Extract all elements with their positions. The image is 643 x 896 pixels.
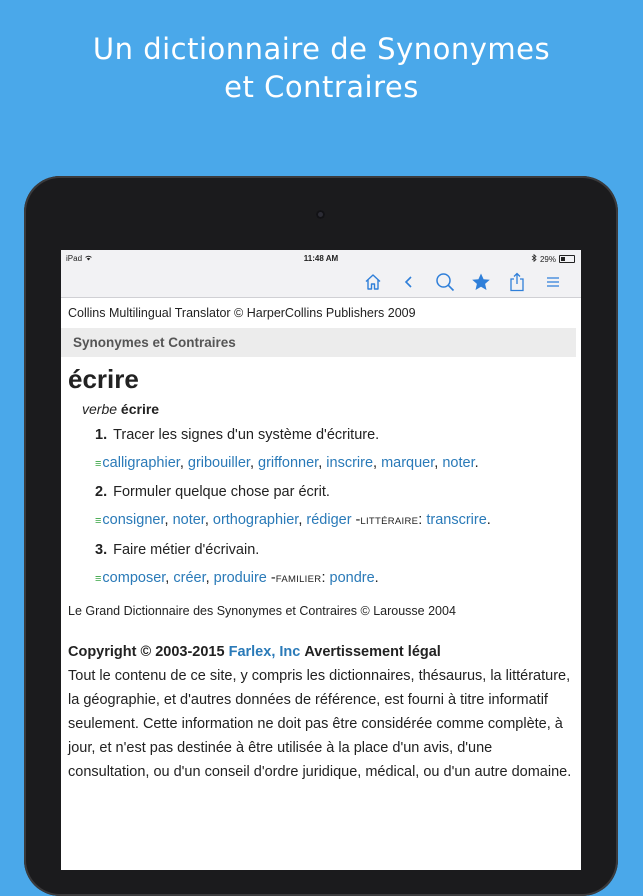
menu-button[interactable] bbox=[535, 267, 571, 297]
status-right bbox=[531, 254, 575, 264]
battery-percent: 29% bbox=[539, 254, 556, 264]
bluetooth-icon bbox=[531, 254, 537, 264]
copyright-prefix: Copyright © 2003-2015 bbox=[68, 644, 225, 660]
menu-icon bbox=[546, 276, 560, 288]
synonym-link[interactable]: inscrire bbox=[326, 455, 374, 471]
part-of-speech bbox=[82, 401, 573, 417]
home-button[interactable] bbox=[355, 267, 391, 297]
sense-definition: Faire métier d'écrivain. bbox=[113, 542, 260, 558]
legal-notice-body: Tout le contenu de ce site, y compris les dictionnaires, thésaurus, la littérature, la géographie, et d'autres données de référence, est fourni à titre informatif seulement. Cette information ne doit pas être considérée comme complète, à jour, et n'est pas destinée à être utilisée à la place d'un avis, d'une consultation, ou d'un conseil d'ordre juridique, médical, ou d'un autre domaine. bbox=[68, 668, 572, 780]
app-screen bbox=[61, 250, 581, 870]
status-time: 11:48 AM bbox=[303, 254, 339, 263]
sense-2 bbox=[95, 482, 573, 502]
synonym-link[interactable]: produire bbox=[213, 570, 267, 586]
entry-content bbox=[61, 306, 581, 784]
synonym-link[interactable]: noter bbox=[172, 512, 205, 528]
share-button[interactable] bbox=[499, 267, 535, 297]
credit-collins: Collins Multilingual Translator © HarperCollins Publishers 2009 bbox=[68, 306, 416, 320]
synonym-link[interactable]: noter bbox=[442, 455, 475, 471]
synonyms-1: ≡calligraphier, gribouiller, griffonner, inscrire, marquer, noter. bbox=[95, 455, 479, 471]
synonyms-3: ≡composer, créer, produire -FAMILIER: pondre. bbox=[95, 570, 379, 586]
register-label: FAMILIER bbox=[275, 574, 322, 585]
synonym-link[interactable]: transcrire bbox=[426, 512, 487, 528]
promo-headline-line2: et Contraires bbox=[224, 70, 419, 104]
search-icon bbox=[435, 272, 455, 292]
camera-dot bbox=[316, 210, 325, 219]
promo-headline-line1: Un dictionnaire de Synonymes bbox=[92, 32, 551, 66]
battery-icon bbox=[559, 255, 575, 263]
favorite-button[interactable] bbox=[463, 267, 499, 297]
promo-headline bbox=[0, 30, 643, 106]
device-label: iPad bbox=[66, 254, 83, 263]
sense-definition: Tracer les signes d'un système d'écriture. bbox=[113, 427, 380, 443]
sense-3 bbox=[95, 540, 573, 560]
sense-number: 1. bbox=[95, 427, 108, 443]
synonym-link[interactable]: pondre bbox=[329, 570, 375, 586]
synonym-link[interactable]: créer bbox=[173, 570, 206, 586]
legal-notice-title: Avertissement légal bbox=[304, 644, 441, 660]
synonym-link[interactable]: composer bbox=[102, 570, 166, 586]
share-icon bbox=[509, 272, 525, 292]
home-icon bbox=[364, 273, 382, 291]
synonym-link[interactable]: gribouiller bbox=[187, 455, 250, 471]
copyright-block bbox=[68, 640, 573, 784]
status-bar bbox=[61, 250, 581, 267]
synonym-link[interactable]: calligraphier bbox=[102, 455, 180, 471]
equals-icon: ≡ bbox=[95, 458, 102, 470]
search-button[interactable] bbox=[427, 267, 463, 297]
synonym-link[interactable]: consigner bbox=[102, 512, 165, 528]
sense-definition: Formuler quelque chose par écrit. bbox=[113, 484, 330, 500]
back-button[interactable] bbox=[391, 267, 427, 297]
star-icon bbox=[471, 272, 491, 292]
equals-icon: ≡ bbox=[95, 515, 102, 527]
back-icon bbox=[403, 274, 415, 290]
headword: écrire bbox=[68, 364, 139, 394]
sense-1 bbox=[95, 425, 573, 445]
toolbar bbox=[61, 267, 581, 298]
section-title: Synonymes et Contraires bbox=[61, 328, 576, 357]
synonym-link[interactable]: marquer bbox=[381, 455, 435, 471]
synonym-link[interactable]: rédiger bbox=[306, 512, 352, 528]
sense-number: 3. bbox=[95, 542, 108, 558]
synonym-link[interactable]: orthographier bbox=[212, 512, 299, 528]
farlex-link[interactable]: Farlex, Inc bbox=[228, 644, 301, 660]
synonyms-2: ≡consigner, noter, orthographier, rédiger -LITTÉRAIRE: transcrire. bbox=[95, 512, 491, 528]
credit-larousse: Le Grand Dictionnaire des Synonymes et Contraires © Larousse 2004 bbox=[68, 604, 456, 618]
pos-word: écrire bbox=[120, 401, 160, 417]
register-label: LITTÉRAIRE bbox=[360, 516, 419, 527]
synonym-link[interactable]: griffonner bbox=[258, 455, 319, 471]
pos-label: verbe bbox=[82, 401, 118, 417]
equals-icon: ≡ bbox=[95, 573, 102, 585]
sense-number: 2. bbox=[95, 484, 108, 500]
